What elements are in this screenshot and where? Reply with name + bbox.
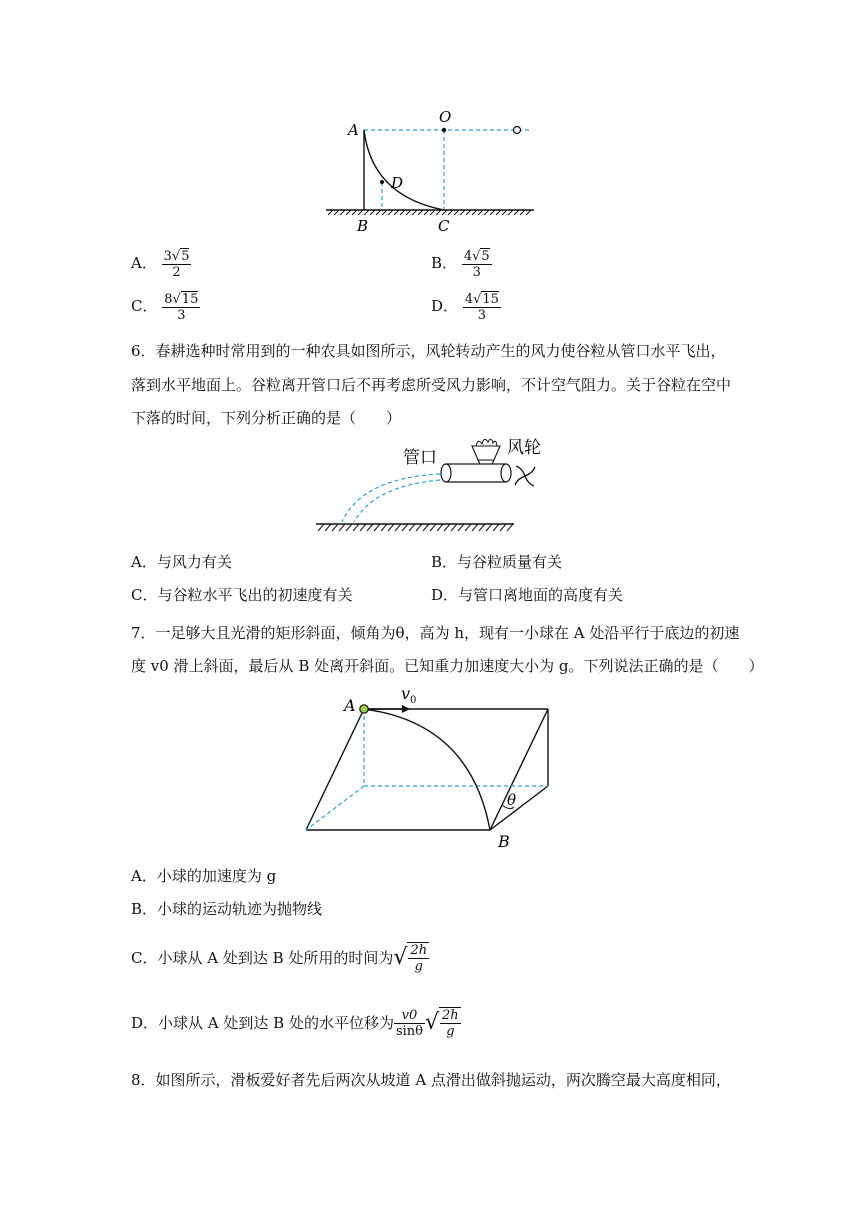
q7-option-d[interactable]: D．小球从 A 处到达 B 处的水平位移为 $\frac{v0}{\sin\theta}$ √ $\frac{2h}{g}$ bbox=[131, 1007, 459, 1039]
q6-pipe-label: 管口 bbox=[403, 448, 437, 468]
q5-label-o: O bbox=[439, 108, 452, 126]
q7-figure bbox=[300, 683, 562, 855]
q5-label-b: B bbox=[357, 217, 369, 235]
q5-label-a: A bbox=[348, 121, 359, 139]
q8-stem-line1: 8．如图所示，滑板爱好者先后两次从坡道 A 点滑出做斜抛运动，两次腾空最大高度相同， bbox=[131, 1071, 731, 1089]
q7-label-v-sub: 0 bbox=[410, 695, 417, 706]
q6-option-b[interactable]: B．与谷粒质量有关 bbox=[431, 553, 563, 571]
q6-option-d[interactable]: D．与管口离地面的高度有关 bbox=[431, 586, 624, 604]
q7-stem-line2: 度 v0 滑上斜面，最后从 B 处离开斜面。已知重力加速度大小为 g。下列说法正确的是（ ） bbox=[131, 657, 764, 675]
q5-figure bbox=[320, 100, 550, 240]
q6-figure bbox=[312, 432, 541, 540]
q6-option-a[interactable]: A．与风力有关 bbox=[131, 553, 232, 571]
q7-label-theta: θ bbox=[507, 791, 517, 809]
q6-stem-line3: 下落的时间，下列分析正确的是（ ） bbox=[131, 409, 402, 427]
q7-label-a: A bbox=[344, 696, 356, 715]
q7-label-b: B bbox=[498, 832, 510, 851]
q7-option-c[interactable]: C．小球从 A 处到达 B 处所用的时间为√ $\frac{2h}{g}$ bbox=[131, 943, 428, 974]
q7-stem-line1: 7．一足够大且光滑的矩形斜面，倾角为θ，高为 h，现有一小球在 A 处沿平行于底边的初速 bbox=[131, 624, 740, 642]
q7-label-v: v bbox=[401, 684, 411, 703]
q5-option-c[interactable]: C． $\frac{8√15}{3}$ bbox=[131, 292, 199, 323]
q5-label-d: D bbox=[391, 174, 404, 192]
q5-option-d[interactable]: D． $\frac{4√15}{3}$ bbox=[431, 292, 499, 323]
q6-stem-line2: 落到水平地面上。谷粒离开管口后不再考虑所受风力影响，不计空气阻力。关于谷粒在空中 bbox=[131, 376, 732, 394]
q5-option-a[interactable]: A． $\frac{3√5}{2}$ bbox=[131, 249, 190, 280]
q5-option-b[interactable]: B． $\frac{4√5}{3}$ bbox=[431, 249, 490, 280]
q7-option-b[interactable]: B．小球的运动轨迹为抛物线 bbox=[131, 900, 323, 918]
q5-label-c: C bbox=[438, 217, 450, 235]
q6-stem-line1: 6．春耕选种时常用到的一种农具如图所示，风轮转动产生的风力使谷粒从管口水平飞出， bbox=[131, 342, 726, 360]
q6-option-c[interactable]: C．与谷粒水平飞出的初速度有关 bbox=[131, 586, 353, 604]
q6-wheel-label: 风轮 bbox=[507, 438, 541, 458]
q7-option-a[interactable]: A．小球的加速度为 g bbox=[131, 867, 277, 885]
